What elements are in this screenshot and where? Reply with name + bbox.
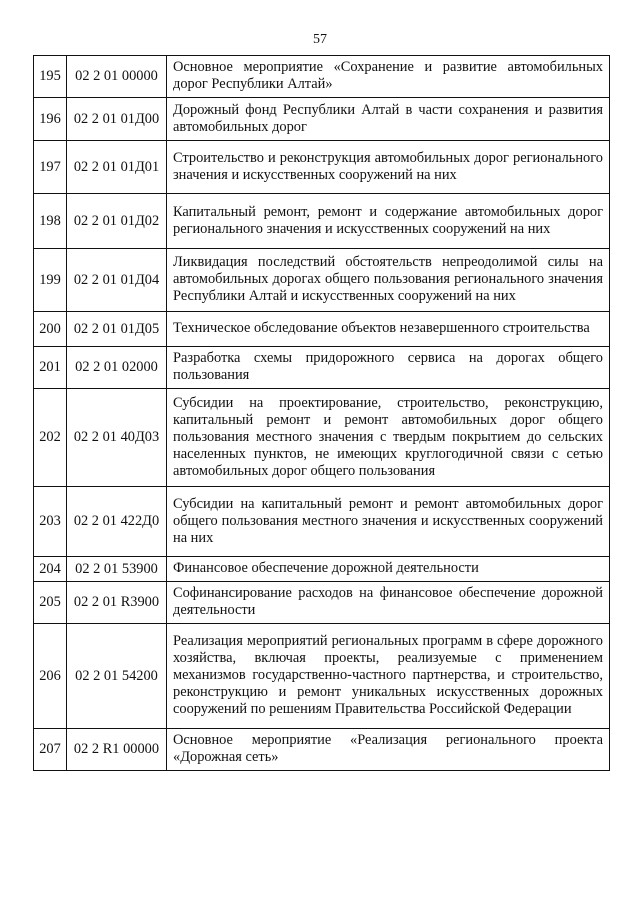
row-number: 203: [34, 487, 67, 557]
budget-code: 02 2 01 R3900: [67, 582, 167, 624]
table-row: [34, 141, 610, 194]
expense-name: Техническое обследование объектов незавершенного строительства: [167, 312, 610, 347]
row-number: 205: [34, 582, 67, 624]
expense-name: Строительство и реконструкция автомобильных дорог регионального значения и искусственных сооружений на них: [167, 141, 610, 194]
table-row: [34, 312, 610, 347]
row-number: 206: [34, 624, 67, 729]
expense-name: Субсидии на капитальный ремонт и ремонт автомобильных дорог общего пользования местного значения и искусственных сооружений на них: [167, 487, 610, 557]
row-number: 195: [34, 56, 67, 98]
table-row: [34, 582, 610, 624]
budget-code: 02 2 01 01Д02: [67, 194, 167, 249]
budget-code: 02 2 01 01Д01: [67, 141, 167, 194]
page-number: 57: [313, 32, 327, 47]
budget-code: 02 2 01 02000: [67, 347, 167, 389]
table-row: [34, 194, 610, 249]
budget-code: 02 2 R1 00000: [67, 729, 167, 771]
row-number: 200: [34, 312, 67, 347]
expense-name: Основное мероприятие «Реализация регионального проекта «Дорожная сеть»: [167, 729, 610, 771]
expense-name: Основное мероприятие «Сохранение и развитие автомобильных дорог Республики Алтай»: [167, 56, 610, 98]
table-row: [34, 624, 610, 729]
expense-name: Разработка схемы придорожного сервиса на дорогах общего пользования: [167, 347, 610, 389]
row-number: 199: [34, 249, 67, 312]
table-row: [34, 557, 610, 582]
budget-code: 02 2 01 01Д04: [67, 249, 167, 312]
budget-classification-table: [33, 55, 610, 771]
table-body: [34, 56, 610, 771]
expense-name: Ликвидация последствий обстоятельств непреодолимой силы на автомобильных дорогах общего пользования регионального значения Республики Алтай и искусственных сооружений на них: [167, 249, 610, 312]
budget-code: 02 2 01 00000: [67, 56, 167, 98]
row-number: 198: [34, 194, 67, 249]
table-row: [34, 729, 610, 771]
expense-name: Дорожный фонд Республики Алтай в части сохранения и развития автомобильных дорог: [167, 98, 610, 141]
budget-code: 02 2 01 54200: [67, 624, 167, 729]
budget-code: 02 2 01 01Д00: [67, 98, 167, 141]
table-row: [34, 56, 610, 98]
budget-code: 02 2 01 01Д05: [67, 312, 167, 347]
row-number: 207: [34, 729, 67, 771]
row-number: 201: [34, 347, 67, 389]
row-number: 197: [34, 141, 67, 194]
table-row: [34, 347, 610, 389]
expense-name: Финансовое обеспечение дорожной деятельности: [167, 557, 610, 582]
row-number: 204: [34, 557, 67, 582]
row-number: 202: [34, 389, 67, 487]
budget-code: 02 2 01 53900: [67, 557, 167, 582]
expense-name: Реализация мероприятий региональных программ в сфере дорожного хозяйства, включая проекты, реализуемые с применением механизмов государственно-частного партнерства, и строительство, реконструкцию и ремонт уникальных искусственных дорожных сооружений по решениям Правительства Российской Федерации: [167, 624, 610, 729]
budget-code: 02 2 01 422Д0: [67, 487, 167, 557]
budget-code: 02 2 01 40Д03: [67, 389, 167, 487]
expense-name: Субсидии на проектирование, строительство, реконструкцию, капитальный ремонт и ремонт автомобильных дорог общего пользования местного значения с твердым покрытием до сельских населенных пунктов, не имеющих круглогодичной связи с сетью автомобильных дорог общего пользования: [167, 389, 610, 487]
table-row: [34, 389, 610, 487]
expense-name: Софинансирование расходов на финансовое обеспечение дорожной деятельности: [167, 582, 610, 624]
expense-name: Капитальный ремонт, ремонт и содержание автомобильных дорог регионального значения и искусственных сооружений на них: [167, 194, 610, 249]
table-row: [34, 98, 610, 141]
row-number: 196: [34, 98, 67, 141]
table-row: [34, 249, 610, 312]
table-row: [34, 487, 610, 557]
